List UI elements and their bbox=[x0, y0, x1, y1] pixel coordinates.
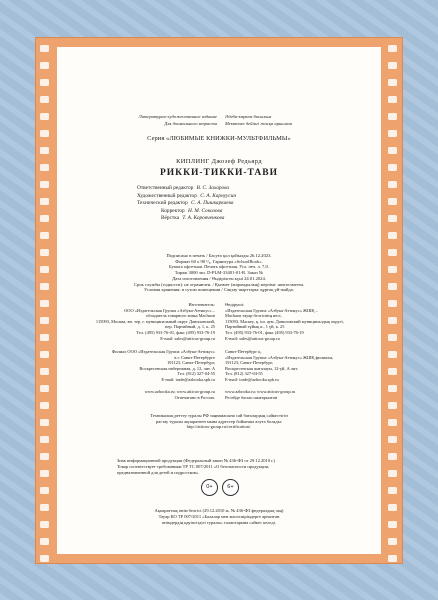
age-rating-badge: 0+ bbox=[201, 479, 218, 496]
certification-note bbox=[57, 413, 381, 430]
law-line: Товар соответствует требованиям ТР ТС 007/2011 «О безопасности продукции, bbox=[117, 463, 270, 469]
sprocket-hole bbox=[40, 130, 49, 137]
branch-kz-line: E-mail: trade@azbooka.spb.ru bbox=[225, 376, 279, 382]
sprocket-hole bbox=[40, 334, 49, 341]
footer-line: Тауар КО ТР 007/2011 «Балалар мен жасөспірімдерге арналған bbox=[158, 513, 280, 519]
info-product-law bbox=[117, 458, 357, 475]
staff-row bbox=[137, 208, 236, 216]
sprocket-hole bbox=[388, 181, 397, 188]
sprocket-hole bbox=[388, 283, 397, 290]
staff-credits bbox=[137, 185, 236, 223]
age-rating-badge: 6+ bbox=[222, 479, 239, 496]
branch-kz-line: Санкт-Петербург қ. bbox=[225, 349, 262, 354]
sprocket-hole bbox=[388, 538, 397, 545]
filmstrip-holes-right bbox=[386, 37, 400, 564]
sprocket-hole bbox=[40, 232, 49, 239]
sprocket-hole bbox=[388, 436, 397, 443]
manufacturer-ru-line: пер. Партийный, д. 1, к. 25 bbox=[165, 324, 215, 330]
sprocket-hole bbox=[40, 215, 49, 222]
sprocket-hole bbox=[40, 453, 49, 460]
sprocket-hole bbox=[40, 402, 49, 409]
manufacturer-ru-line: 115093, Москва, вн. тер. г. муниципальный округ Даниловский, bbox=[95, 318, 215, 324]
staff-role: Художественный редактор bbox=[137, 192, 197, 199]
sprocket-hole bbox=[388, 453, 397, 460]
certification-line: растау туралы ақпаратпен мына адрестер бойынша алуға болады: bbox=[155, 418, 282, 424]
print-detail-line: Дата изготовления / Өндірілген күні 24.01.2024. bbox=[172, 275, 266, 281]
category-ru-line: Литературно-художественное издание bbox=[138, 114, 217, 119]
branch-ru-line: 191123, Санкт-Петербург, bbox=[167, 360, 215, 366]
branch-kz-line: «Издательская Группа «Азбука-Аттикус» ЖШҚ филиалы, bbox=[225, 354, 334, 360]
sprocket-hole bbox=[40, 538, 49, 545]
branch-ru-line: Воскресенская набережная, д. 12, лит. А bbox=[139, 365, 215, 371]
sprocket-hole bbox=[388, 232, 397, 239]
sprocket-hole bbox=[40, 62, 49, 69]
filmstrip-holes-left bbox=[38, 37, 52, 564]
sprocket-hole bbox=[40, 487, 49, 494]
sprocket-hole bbox=[40, 351, 49, 358]
sprocket-hole bbox=[40, 470, 49, 477]
sprocket-hole bbox=[40, 283, 49, 290]
sprocket-hole bbox=[388, 504, 397, 511]
footer-line: өнімдердің қауіпсіздігі туралы» талаптарына сәйкес келеді. bbox=[161, 519, 277, 525]
imprint-page bbox=[57, 47, 381, 554]
category-kz bbox=[225, 113, 292, 127]
sprocket-hole bbox=[388, 368, 397, 375]
sprocket-hole bbox=[388, 419, 397, 426]
staff-person: Т. А. Коровченкова bbox=[182, 215, 225, 222]
sprocket-hole bbox=[388, 351, 397, 358]
sprocket-hole bbox=[388, 164, 397, 171]
age-rating-row bbox=[57, 479, 381, 499]
manufacturer-kz-line: Өндіруші: bbox=[225, 302, 245, 307]
sprocket-hole bbox=[388, 79, 397, 86]
branch-kz bbox=[225, 349, 333, 383]
website-link[interactable]: www.azbooka.ru; www.atticus-group.ru bbox=[225, 389, 296, 394]
sprocket-hole bbox=[40, 521, 49, 528]
author-name: КИПЛИНГ Джозеф Редьярд bbox=[176, 158, 262, 165]
certification-link[interactable]: http://atticus-group.ru/certification/. bbox=[186, 424, 252, 430]
footer-line: Ақпараттық өнім белгісі (29.12.2010 ж. № 436-ФЗ федералдық заң) bbox=[154, 508, 284, 513]
sprocket-hole bbox=[388, 300, 397, 307]
print-detail-line: Срок службы (годности): не ограничен. / Қызмет (жарамдылық) мерзімі: шектелмеген. bbox=[133, 281, 305, 287]
law-line: Знак информационной продукции (Федеральный закон № 436-ФЗ от 29.12.2010 г.) bbox=[117, 458, 276, 463]
branch-kz-line: Тел. (812) 327-04-55 bbox=[225, 371, 263, 377]
sprocket-hole bbox=[40, 385, 49, 392]
branch-ru bbox=[112, 349, 215, 383]
sprocket-hole bbox=[388, 385, 397, 392]
print-details bbox=[57, 253, 381, 293]
websites-ru bbox=[145, 389, 215, 400]
footer-kz bbox=[57, 508, 381, 525]
print-detail-line: Тираж 3000 экз. D-PLM-33401-01-R. Заказ № bbox=[174, 270, 264, 276]
staff-row bbox=[137, 215, 236, 223]
sprocket-hole bbox=[40, 368, 49, 375]
staff-role: Ответственный редактор bbox=[137, 185, 194, 191]
sprocket-hole bbox=[40, 266, 49, 273]
staff-person: Н. М. Соколова bbox=[187, 207, 223, 214]
sprocket-hole bbox=[40, 419, 49, 426]
manufacturer-ru-line: Изготовитель: bbox=[188, 302, 215, 307]
sprocket-hole bbox=[40, 79, 49, 86]
staff-role: Технический редактор bbox=[137, 200, 188, 207]
sprocket-hole bbox=[40, 45, 49, 52]
sprocket-hole bbox=[388, 215, 397, 222]
print-detail-line: Бумага офсетная. Печать офсетная. Усл. печ. л. 7,0. bbox=[169, 264, 269, 270]
sprocket-hole bbox=[388, 317, 397, 324]
branch-ru-line: Тел. (812) 327-04-55 bbox=[177, 371, 215, 377]
sprocket-hole bbox=[388, 555, 397, 562]
sprocket-hole bbox=[40, 555, 49, 562]
sprocket-hole bbox=[40, 300, 49, 307]
manufacturer-ru-line: обладатель товарного знака Machaon bbox=[146, 313, 215, 319]
sprocket-hole bbox=[388, 487, 397, 494]
sprocket-hole bbox=[40, 164, 49, 171]
category-ru bbox=[139, 113, 217, 127]
category-ru-line: Для дошкольного возраста bbox=[164, 121, 217, 126]
series-name: Серия «ЛЮБИМЫЕ КНИЖКИ-МУЛЬТФИЛЬМЫ» bbox=[147, 135, 291, 142]
sprocket-hole bbox=[40, 317, 49, 324]
sprocket-hole bbox=[388, 147, 397, 154]
sprocket-hole bbox=[40, 504, 49, 511]
sprocket-hole bbox=[388, 249, 397, 256]
manufacturer-kz-line: «Издательская Группа «Азбука-Аттикус» ЖШҚ – bbox=[225, 307, 318, 313]
staff-role: Вёрстка bbox=[161, 215, 180, 222]
sprocket-hole bbox=[40, 198, 49, 205]
filmstrip-frame bbox=[35, 37, 403, 564]
manufacturer-kz-line: 115093, Мәскеу, қ. іш. аум. Даниловский муниципалдық округі, bbox=[225, 318, 344, 324]
manufacturer-ru-line: ООО «Издательская Группа «Азбука-Аттикус» – bbox=[124, 307, 215, 313]
sprocket-hole bbox=[40, 96, 49, 103]
websites-kz bbox=[225, 389, 295, 400]
website-link[interactable]: www.azbooka.ru; www.atticus-group.ru bbox=[144, 389, 215, 394]
manufacturer-kz-line: E-mail: sales@atticus-group.ru bbox=[225, 335, 280, 341]
sprocket-hole bbox=[40, 249, 49, 256]
print-detail-line: Подписано в печать / Басуға қол қойылды 26.12.2023. bbox=[166, 253, 272, 258]
sprocket-hole bbox=[388, 334, 397, 341]
book-title: РИККИ-ТИККИ-ТАВИ bbox=[159, 168, 279, 178]
sprocket-hole bbox=[40, 113, 49, 120]
branch-ru-line: E-mail: trade@azbooka.spb.ru bbox=[161, 376, 215, 382]
staff-person: В. С. Захарова bbox=[196, 185, 230, 191]
sprocket-hole bbox=[40, 147, 49, 154]
sprocket-hole bbox=[388, 45, 397, 52]
sprocket-hole bbox=[388, 521, 397, 528]
printed-in-ru: Отпечатано в России. bbox=[174, 394, 215, 400]
sprocket-hole bbox=[388, 62, 397, 69]
staff-person: С. А. Карнуусин bbox=[200, 192, 237, 199]
category-kz-line: Әдеби-көркем басылым bbox=[225, 114, 272, 119]
sprocket-hole bbox=[388, 130, 397, 137]
manufacturer-kz-line: Тел. (495) 933-76-01, факс (495) 933-76-19 bbox=[225, 329, 304, 335]
manufacturer-kz-line: Партийный тұйық к., 1 үй, к. 25 bbox=[225, 324, 285, 330]
staff-role: Корректор bbox=[161, 207, 185, 214]
print-detail-line: Формат 60 х 90 ¹/₈. Гарнитура «SchoolBook». bbox=[175, 258, 263, 264]
sprocket-hole bbox=[388, 402, 397, 409]
staff-person: С. А. Пишкаркаева bbox=[191, 200, 234, 207]
sprocket-hole bbox=[388, 96, 397, 103]
manufacturer-kz bbox=[225, 302, 344, 341]
printed-in-kz: Ресейде басып шығарылған bbox=[225, 394, 278, 400]
print-detail-line: Условия хранения: в сухом помещении / Сақтау шарттары: құрғақ үй-жайда. bbox=[144, 287, 294, 293]
category-kz-line: Мектепке дейінгі жасқа арналған bbox=[225, 121, 292, 126]
law-line: предназначенной для детей и подростков». bbox=[117, 469, 200, 475]
sprocket-hole bbox=[388, 198, 397, 205]
sprocket-hole bbox=[388, 470, 397, 477]
sprocket-hole bbox=[388, 113, 397, 120]
staff-row bbox=[137, 200, 236, 208]
sprocket-hole bbox=[388, 266, 397, 273]
manufacturer-ru-line: Тел. (495) 933-76-01, факс (495) 933-76-19 bbox=[136, 329, 215, 335]
sprocket-hole bbox=[40, 436, 49, 443]
branch-ru-line: Филиал ООО «Издательская Группа «Азбука-Аттикус» bbox=[111, 349, 215, 354]
branch-kz-line: 191123, Санкт-Петербург, bbox=[225, 360, 273, 366]
certification-line: Техникалық реттеу туралы РФ заңнамасына сай бағалаудың сәйкестігін bbox=[150, 413, 288, 418]
sprocket-hole bbox=[40, 181, 49, 188]
manufacturer-kz-line: Machaon тауар белгісінің иесі, bbox=[225, 313, 282, 319]
staff-row bbox=[137, 185, 236, 193]
manufacturer-ru bbox=[96, 302, 215, 341]
branch-kz-line: Воскресенская жағалауы, 12-үй, А лит. bbox=[225, 365, 299, 371]
branch-ru-line: в г. Санкт-Петербурге bbox=[174, 354, 215, 360]
manufacturer-ru-line: E-mail: sales@atticus-group.ru bbox=[160, 335, 215, 341]
